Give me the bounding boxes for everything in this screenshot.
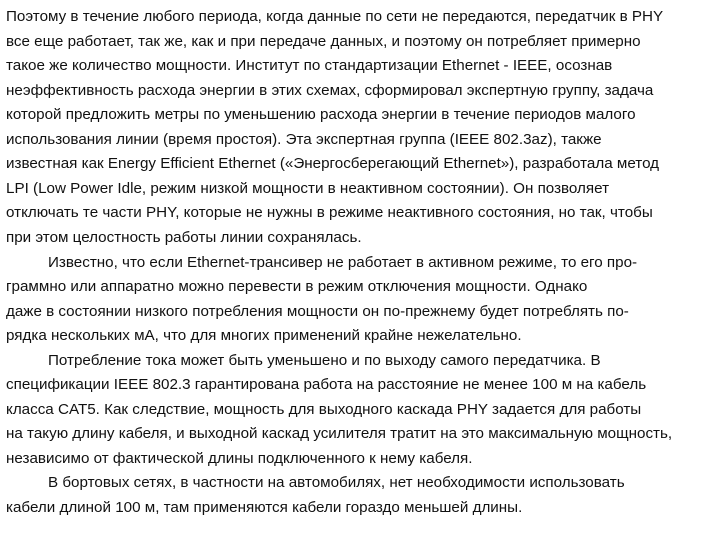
text-line: неэффективность расхода энергии в этих схемах, сформировал экспертную группу, задача — [6, 82, 654, 99]
text-line: даже в состоянии низкого потребления мощности он по-прежнему будет потреблять по- — [6, 303, 629, 320]
text-line: кабели длиной 100 м, там применяются кабели гораздо меньшей длины. — [6, 499, 523, 516]
text-line: независимо от фактической длины подключенного к нему кабеля. — [6, 450, 473, 467]
text-line: спецификации IEEE 802.3 гарантирована работа на расстояние не менее 100 м на кабель — [6, 376, 647, 393]
paragraph-first-line: Потребление тока может быть уменьшено и по выходу самого передатчика. В — [48, 352, 601, 369]
text-line: известная как Energy Efficient Ethernet («Энергосберегающий Ethernet»), разработала метод — [6, 155, 660, 172]
text-line: LPI (Low Power Idle, режим низкой мощности в неактивном состоянии). Он позволяет — [6, 180, 610, 197]
text-line: рядка нескольких мА, что для многих применений крайне нежелательно. — [6, 327, 522, 344]
text-line: использования линии (время простоя). Эта экспертная группа (IEEE 802.3az), также — [6, 131, 602, 148]
text-line: которой предложить метры по уменьшению расхода энергии в течение периодов малого — [6, 106, 636, 123]
text-line: такое же количество мощности. Институт по стандартизации Ethernet - IEEE, осознав — [6, 57, 613, 74]
text-line: класса CAT5. Как следствие, мощность для выходного каскада PHY задается для работы — [6, 401, 642, 418]
text-line: Поэтому в течение любого периода, когда данные по сети не передаются, передатчик в PHY — [6, 8, 664, 25]
text-line: все еще работает, так же, как и при передаче данных, и поэтому он потребляет примерно — [6, 33, 641, 50]
text-line: при этом целостность работы линии сохранялась. — [6, 229, 362, 246]
text-line: граммно или аппаратно можно перевести в режим отключения мощности. Однако — [6, 278, 588, 295]
paragraph-first-line: Известно, что если Ethernet-трансивер не работает в активном режиме, то его про- — [48, 254, 638, 271]
text-line: отключать те части PHY, которые не нужны в режиме неактивного состояния, но так, чтобы — [6, 204, 653, 221]
paragraph-first-line: В бортовых сетях, в частности на автомобилях, нет необходимости использовать — [48, 474, 625, 491]
text-line: на такую длину кабеля, и выходной каскад усилителя тратит на это максимальную мощность, — [6, 425, 673, 442]
